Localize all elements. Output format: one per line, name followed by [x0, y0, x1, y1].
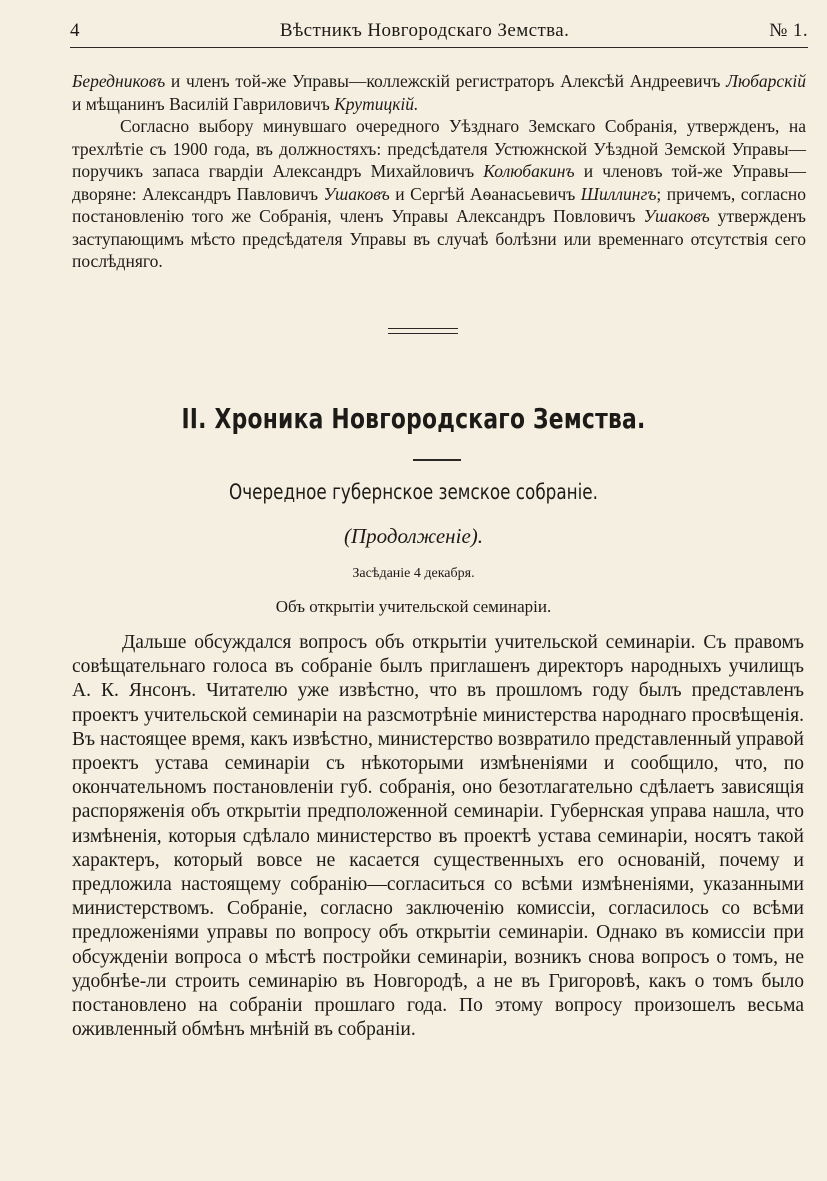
paragraph-text: и членъ той-же Управы—коллежскій регистраторъ Алексѣй Андреевичъ: [165, 71, 727, 91]
running-header: [70, 20, 808, 42]
opening-paragraphs: [72, 70, 806, 273]
section-divider: [388, 328, 458, 334]
person-name: Любарскій: [726, 71, 806, 91]
person-name: Колюбакинъ: [483, 161, 575, 181]
paragraph-text: и Сергѣй Аѳанасьевичъ: [389, 183, 581, 204]
session-date: Засѣданіе 4 декабря.: [352, 566, 475, 581]
topic-heading: Объ открытіи учительской семинаріи.: [275, 597, 552, 616]
article-subtitle: Очередное губернское земское собраніе.: [229, 480, 598, 504]
paragraph-2: [72, 115, 806, 273]
title-rule: [413, 459, 461, 461]
person-name: Шиллингъ: [580, 183, 657, 204]
continuation-note: (Продолженіе).: [343, 524, 484, 548]
page-number: 4: [70, 20, 80, 41]
paragraph-text: ; причемъ, согласно постановленію того же Собранія, членъ Управы Александръ Повловичъ: [72, 183, 806, 226]
person-name: Бередниковъ: [72, 71, 166, 91]
person-name: Ушаковъ: [323, 183, 390, 204]
paragraph-text: и мѣщанинъ Василій Гавриловичъ: [72, 93, 335, 114]
paragraph-1: [72, 70, 806, 115]
header-rule: [70, 47, 808, 48]
main-paragraph: Дальше обсуждался вопросъ объ открытіи учительской семинаріи. Съ правомъ совѣщательнаго голоса въ собраніе былъ приглашенъ директоръ народныхъ училищъ А. К. Янсонъ. Читателю уже извѣстно, что въ прошломъ году былъ представленъ проектъ учительской семинаріи на разсмотрѣніе министерства народнаго просвѣщенія. Въ настоящее время, какъ извѣстно, министерство возвратило представленный управой проектъ устава семинаріи съ нѣкоторыми измѣненіями и сообщило, что, по окончательномъ постановленіи губ. собранія, оно безотлагательно сдѣлаетъ зависящія распоряженія объ открытіи предположенной семинаріи. Губернская управа нашла, что измѣненія, которыя сдѣлало министерство въ проектѣ устава семинаріи, носятъ такой характеръ, который вовсе не касается существенныхъ его основаній, почему и предложила настоящему собранію—согласиться со всѣми измѣненіями, указанными министерствомъ. Собраніе, согласно заключенію комиссіи, согласилось со всѣми предложеніями управы по вопросу объ открытіи семинаріи. Однако въ комиссіи при обсужденіи вопроса о мѣстѣ постройки семинаріи, возникъ снова вопросъ о томъ, не удобнѣе-ли строить семинарію въ Новгородѣ, а не въ Григоровѣ, какъ о томъ было постановлено на собраніи прошлаго года. По этому вопросу произошелъ весьма оживленный обмѣнъ мнѣній въ собраніи.: [72, 632, 804, 1041]
issue-number: № 1.: [769, 20, 808, 41]
person-name: Ушаковъ: [643, 206, 710, 226]
paragraph-text: и членовъ той-же Управы—дворяне: Александръ Павловичъ: [72, 161, 806, 204]
person-name: Крутицкій.: [334, 93, 419, 114]
journal-title: Вѣстникъ Новгородскаго Земства.: [279, 20, 570, 41]
paragraph-text: Согласно выбору минувшаго очередного Уѣзднаго Земскаго Собранія, утвержденъ, на трехлѣтіе съ 1900 года, въ должностяхъ: предсѣдателя Устюжнской Уѣздной Земской Управы—поручикъ запаса гвардіи Александръ Михайловичъ: [72, 116, 806, 181]
section-title: II. Хроника Новгородскаго Земства.: [181, 402, 646, 435]
paragraph-text: утвержденъ заступающимъ мѣсто предсѣдателя Управы въ случаѣ болѣзни или временнаго отсутствія сего послѣдняго.: [72, 206, 806, 271]
